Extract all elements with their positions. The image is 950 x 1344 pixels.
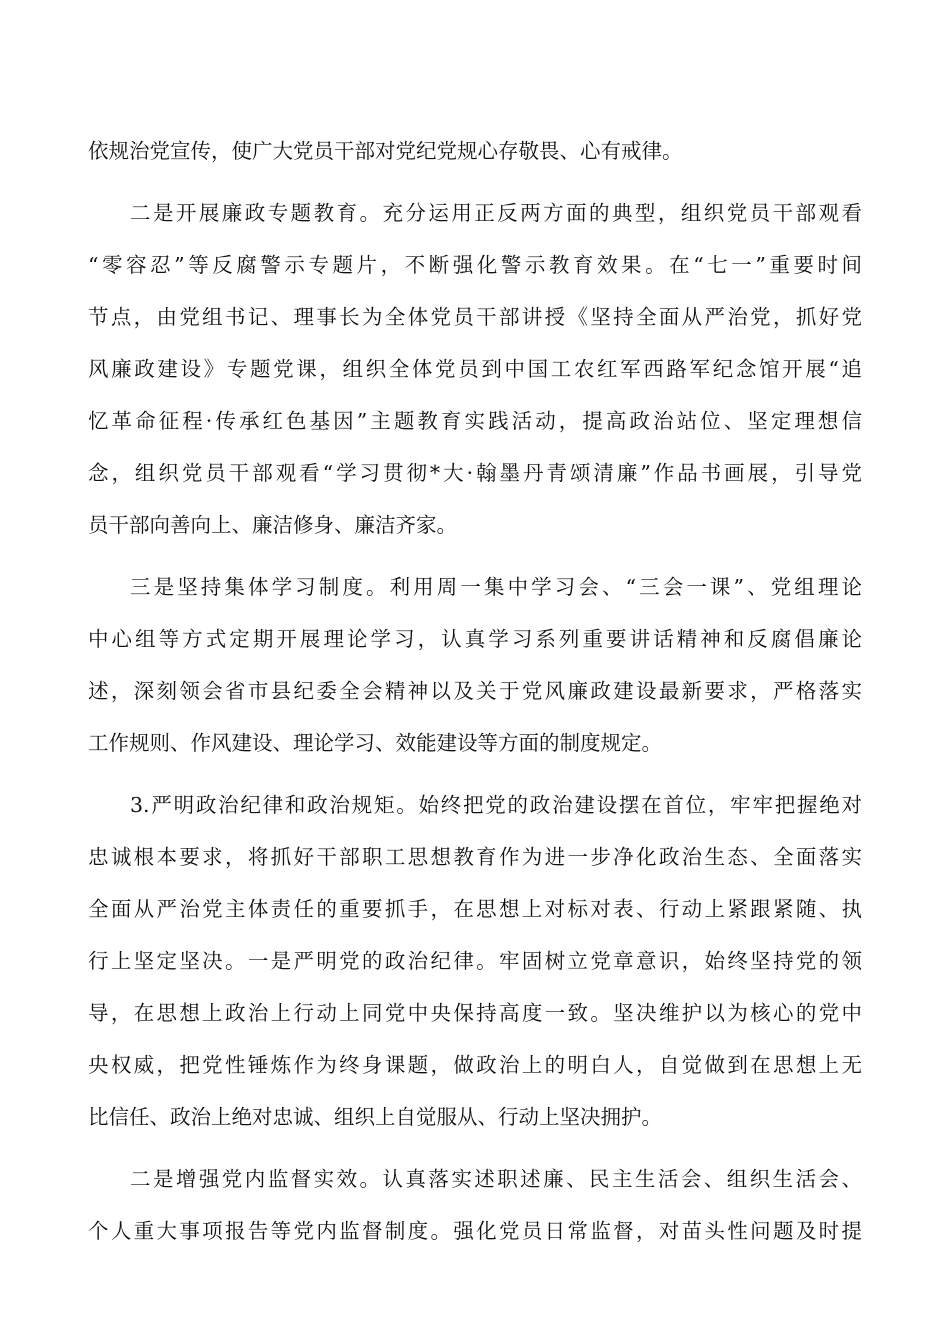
document-body — [88, 125, 862, 1257]
text-line: 个人重大事项报告等党内监督制度。强化党员日常监督，对苗头性问题及时提 — [88, 1219, 862, 1243]
text-line: 比信任、政治上绝对忠诚、组织上自觉服从、行动上坚决拥护。 — [88, 1105, 662, 1129]
paragraph-1 — [88, 125, 862, 177]
text-line: 忆革命征程·传承红色基因”主题教育实践活动，提高政治站位、坚定理想信 — [88, 409, 862, 433]
text-line: 3.严明政治纪律和政治规矩。始终把党的政治建设摆在首位，牢牢把握绝对 — [130, 793, 862, 817]
paragraph-2 — [88, 187, 862, 551]
text-line: 中心组等方式定期开展理论学习，认真学习系列重要讲话精神和反腐倡廉论 — [88, 627, 862, 651]
text-line: 央权威，把党性锤炼作为终身课题，做政治上的明白人，自觉做到在思想上无 — [88, 1053, 862, 1077]
text-line: 述，深刻领会省市县纪委全会精神以及关于党风廉政建设最新要求，严格落实 — [88, 679, 862, 703]
text-line: 依规治党宣传，使广大党员干部对党纪党规心存敬畏、心有戒律。 — [88, 139, 683, 163]
text-line: 念，组织党员干部观看“学习贯彻*大·翰墨丹青颂清廉”作品书画展，引导党 — [88, 461, 862, 485]
paragraph-4 — [88, 779, 862, 1143]
text-line: 导，在思想上政治上行动上同党中央保持高度一致。坚决维护以为核心的党中 — [88, 1001, 862, 1025]
paragraph-3 — [88, 561, 862, 769]
paragraph-5 — [88, 1153, 862, 1257]
text-line: 员干部向善向上、廉洁修身、廉洁齐家。 — [88, 513, 457, 537]
text-line: 全面从严治党主体责任的重要抓手，在思想上对标对表、行动上紧跟紧随、执 — [88, 897, 862, 921]
text-line: 节点，由党组书记、理事长为全体党员干部讲授《坚持全面从严治党，抓好党 — [88, 305, 862, 329]
text-line: 三是坚持集体学习制度。利用周一集中学习会、“三会一课”、党组理论 — [130, 575, 862, 599]
text-line: 二是增强党内监督实效。认真落实述职述廉、民主生活会、组织生活会、 — [130, 1167, 862, 1191]
text-line: 行上坚定坚决。一是严明党的政治纪律。牢固树立党章意识，始终坚持党的领 — [88, 949, 862, 973]
text-line: 风廉政建设》专题党课，组织全体党员到中国工农红军西路军纪念馆开展“追 — [88, 357, 862, 381]
text-line: 忠诚根本要求，将抓好干部职工思想教育作为进一步净化政治生态、全面落实 — [88, 845, 862, 869]
text-line: “零容忍”等反腐警示专题片，不断强化警示教育效果。在“七一”重要时间 — [88, 253, 862, 277]
text-line: 二是开展廉政专题教育。充分运用正反两方面的典型，组织党员干部观看 — [130, 201, 862, 225]
text-line: 工作规则、作风建设、理论学习、效能建设等方面的制度规定。 — [88, 731, 662, 755]
